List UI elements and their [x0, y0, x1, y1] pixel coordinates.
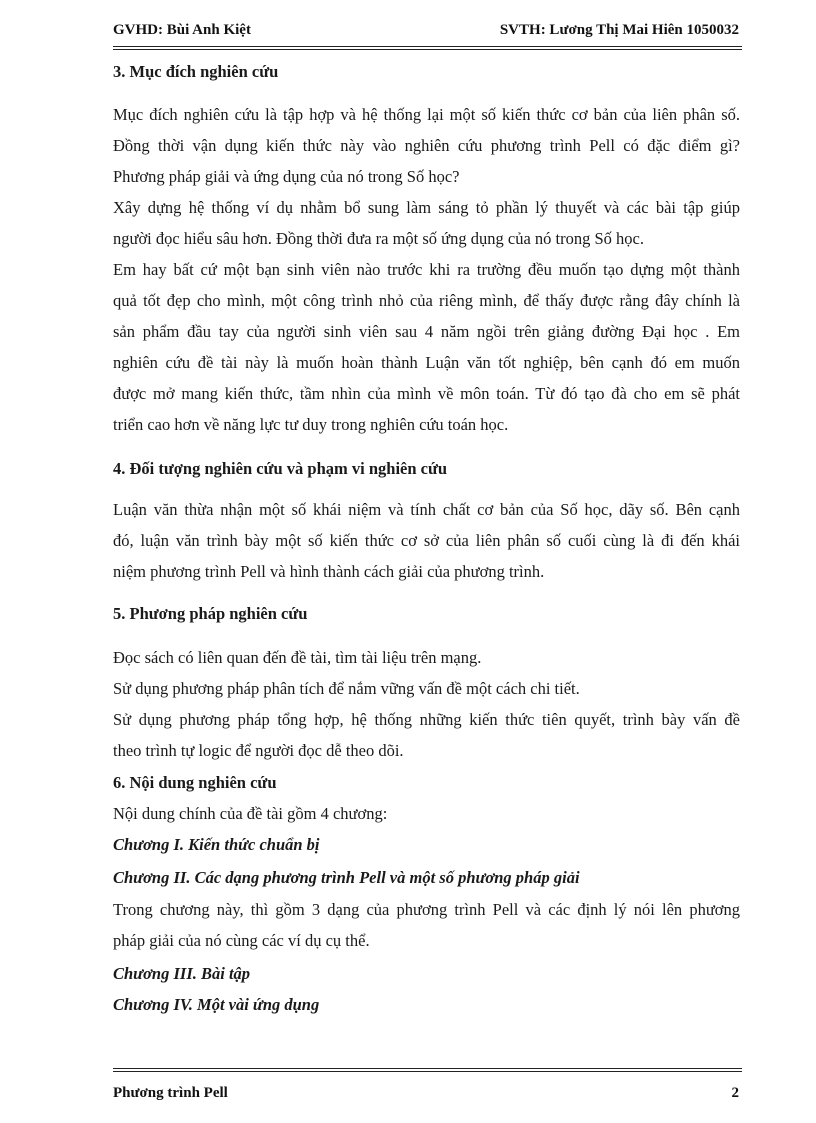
text-line: theo trình tự logic để người đọc dễ theo dõi. [113, 741, 404, 760]
section-4-title: 4. Đối tượng nghiên cứu và phạm vi nghiên cứu [113, 459, 448, 478]
text-line: niệm phương trình Pell và hình thành cách giải của phương trình. [113, 562, 545, 581]
text-line: Xây dựng hệ thống ví dụ nhằm bổ sung làm sáng tỏ phần lý thuyết và các bài tập giúp [113, 198, 740, 217]
chapter-2-title: Chương II. Các dạng phương trình Pell và một số phương pháp giải [113, 868, 580, 887]
text-line: triển cao hơn về năng lực tư duy trong nghiên cứu toán học. [113, 415, 509, 434]
footer-rule-top [113, 1068, 742, 1069]
chapter-1-title: Chương I. Kiến thức chuẩn bị [113, 835, 320, 854]
page-number: 2 [731, 1085, 739, 1101]
text-line: người đọc hiểu sâu hơn. Đồng thời đưa ra một số ứng dụng của nó trong Số học. [113, 229, 644, 248]
header-advisor: GVHD: Bùi Anh Kiệt [113, 22, 251, 38]
section-3-title: 3. Mục đích nghiên cứu [113, 62, 279, 81]
text-line: quả tốt đẹp cho mình, một công trình nhỏ của riêng mình, để thấy được rằng đây chính là [113, 291, 740, 310]
page-footer [113, 1085, 739, 1105]
text-line: Luận văn thừa nhận một số khái niệm và tính chất cơ bản của Số học, dãy số. Bên cạnh [113, 500, 740, 519]
section-5-title: 5. Phương pháp nghiên cứu [113, 604, 308, 623]
text-line: Đọc sách có liên quan đến đề tài, tìm tài liệu trên mạng. [113, 648, 482, 667]
text-line: Đồng thời vận dụng kiến thức này vào nghiên cứu phương trình Pell có đặc điểm gì? [113, 136, 740, 155]
text-line: Sử dụng phương pháp tổng hợp, hệ thống những kiến thức tiên quyết, trình bày vấn đề [113, 710, 740, 729]
text-line: Phương pháp giải và ứng dụng của nó trong Số học? [113, 167, 460, 186]
text-line: Nội dung chính của đề tài gồm 4 chương: [113, 804, 388, 823]
text-line: Em hay bất cứ một bạn sinh viên nào trước khi ra trường đều muốn tạo dựng một thành [113, 260, 740, 279]
text-line: Sử dụng phương pháp phân tích để nắm vững vấn đề một cách chi tiết. [113, 679, 580, 698]
header-rule-top [113, 46, 742, 47]
section-6-intro [113, 798, 740, 829]
section-3-paragraph-2 [113, 192, 740, 254]
section-3-paragraph-1 [113, 99, 740, 192]
section-3-paragraph-3 [113, 254, 740, 440]
chapter-4-title: Chương IV. Một vài ứng dụng [113, 995, 320, 1014]
footer-title: Phương trình Pell [113, 1085, 228, 1101]
section-6-title: 6. Nội dung nghiên cứu [113, 773, 277, 792]
page-header [113, 22, 739, 44]
text-line: sản phẩm đầu tay của người sinh viên sau 4 năm ngồi trên giảng đường Đại học . Em [113, 322, 740, 341]
chapter-3-title: Chương III. Bài tập [113, 964, 251, 983]
chapter-2-description [113, 894, 740, 956]
section-4-paragraph [113, 494, 740, 587]
text-line: Mục đích nghiên cứu là tập hợp và hệ thống lại một số kiến thức cơ bản của liên phân số. [113, 105, 740, 124]
text-line: đó, luận văn trình bày một số kiến thức cơ sở của liên phân số cuối cùng là đi đến khái [113, 531, 740, 550]
footer-rule-bottom [113, 1071, 742, 1072]
text-line: pháp giải của nó cùng các ví dụ cụ thể. [113, 931, 370, 950]
text-line: Trong chương này, thì gồm 3 dạng của phương trình Pell và các định lý nói lên phương [113, 900, 740, 919]
header-rule-bottom [113, 49, 742, 50]
text-line: nghiên cứu đề tài này là muốn hoàn thành Luận văn tốt nghiệp, bên cạnh đó em muốn [113, 353, 740, 372]
text-line: được mở mang kiến thức, tầm nhìn của mình về môn toán. Từ đó tạo đà cho em sẽ phát [113, 384, 740, 403]
section-5-items [113, 642, 740, 766]
header-student: SVTH: Lương Thị Mai Hiên 1050032 [499, 22, 739, 38]
